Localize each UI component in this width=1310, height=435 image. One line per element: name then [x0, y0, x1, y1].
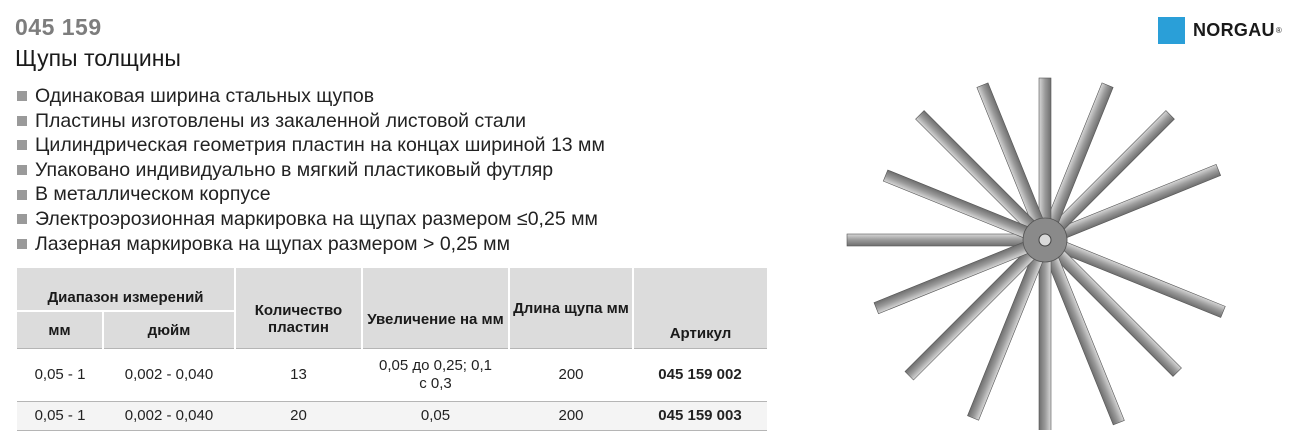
header-count: Количество пластин [235, 268, 362, 349]
brand-name: NORGAU [1193, 20, 1275, 40]
cell-mm: 0,05 - 1 [17, 349, 103, 402]
header-article: Артикул [633, 268, 767, 349]
registered-mark: ® [1275, 26, 1282, 35]
feeler-gauge-image [840, 45, 1245, 430]
header-range-group: Диапазон измерений [17, 268, 235, 311]
cell-count: 20 [235, 402, 362, 431]
header-length: Длина щупа мм [509, 268, 633, 349]
product-title: Щупы толщины [15, 45, 181, 71]
square-bullet-icon [17, 165, 27, 175]
cell-count: 13 [235, 349, 362, 402]
feature-item [17, 133, 605, 158]
header-step: Увеличение на мм [362, 268, 509, 349]
feature-item [17, 232, 605, 257]
feature-list [17, 84, 605, 256]
table-row [17, 402, 767, 431]
feature-text: Электроэрозионная маркировка на щупах размером ≤0,25 мм [35, 207, 598, 230]
spec-table [17, 268, 767, 431]
feature-item [17, 182, 605, 207]
cell-step: 0,05 [362, 402, 509, 431]
cell-step: 0,05 до 0,25; 0,1 с 0,3 [362, 349, 509, 402]
header-mm: мм [17, 311, 103, 349]
feature-item [17, 158, 605, 183]
square-bullet-icon [17, 116, 27, 126]
square-bullet-icon [17, 140, 27, 150]
header-inch: дюйм [103, 311, 235, 349]
feature-item [17, 109, 605, 134]
cell-article: 045 159 003 [633, 402, 767, 431]
cell-mm: 0,05 - 1 [17, 402, 103, 431]
feature-text: Пластины изготовлены из закаленной листовой стали [35, 109, 527, 132]
table-row [17, 349, 767, 402]
feature-item [17, 84, 605, 109]
cell-length: 200 [509, 402, 633, 431]
square-bullet-icon [17, 214, 27, 224]
feature-text: Лазерная маркировка на щупах размером > 0,25 мм [35, 232, 510, 255]
square-bullet-icon [17, 190, 27, 200]
product-code: 045 159 [15, 14, 102, 40]
square-bullet-icon [17, 239, 27, 249]
cell-inch: 0,002 - 0,040 [103, 349, 235, 402]
feature-text: Цилиндрическая геометрия пластин на концах шириной 13 мм [35, 134, 605, 157]
cell-article: 045 159 002 [633, 349, 767, 402]
feature-text: В металлическом корпусе [35, 183, 271, 206]
feature-item [17, 207, 605, 232]
cell-inch: 0,002 - 0,040 [103, 402, 235, 431]
cell-length: 200 [509, 349, 633, 402]
feature-text: Упаковано индивидуально в мягкий пластиковый футляр [35, 158, 554, 181]
feature-text: Одинаковая ширина стальных щупов [35, 85, 375, 107]
brand-logo [1158, 17, 1282, 44]
logo-square-icon [1158, 17, 1185, 44]
square-bullet-icon [17, 91, 27, 101]
